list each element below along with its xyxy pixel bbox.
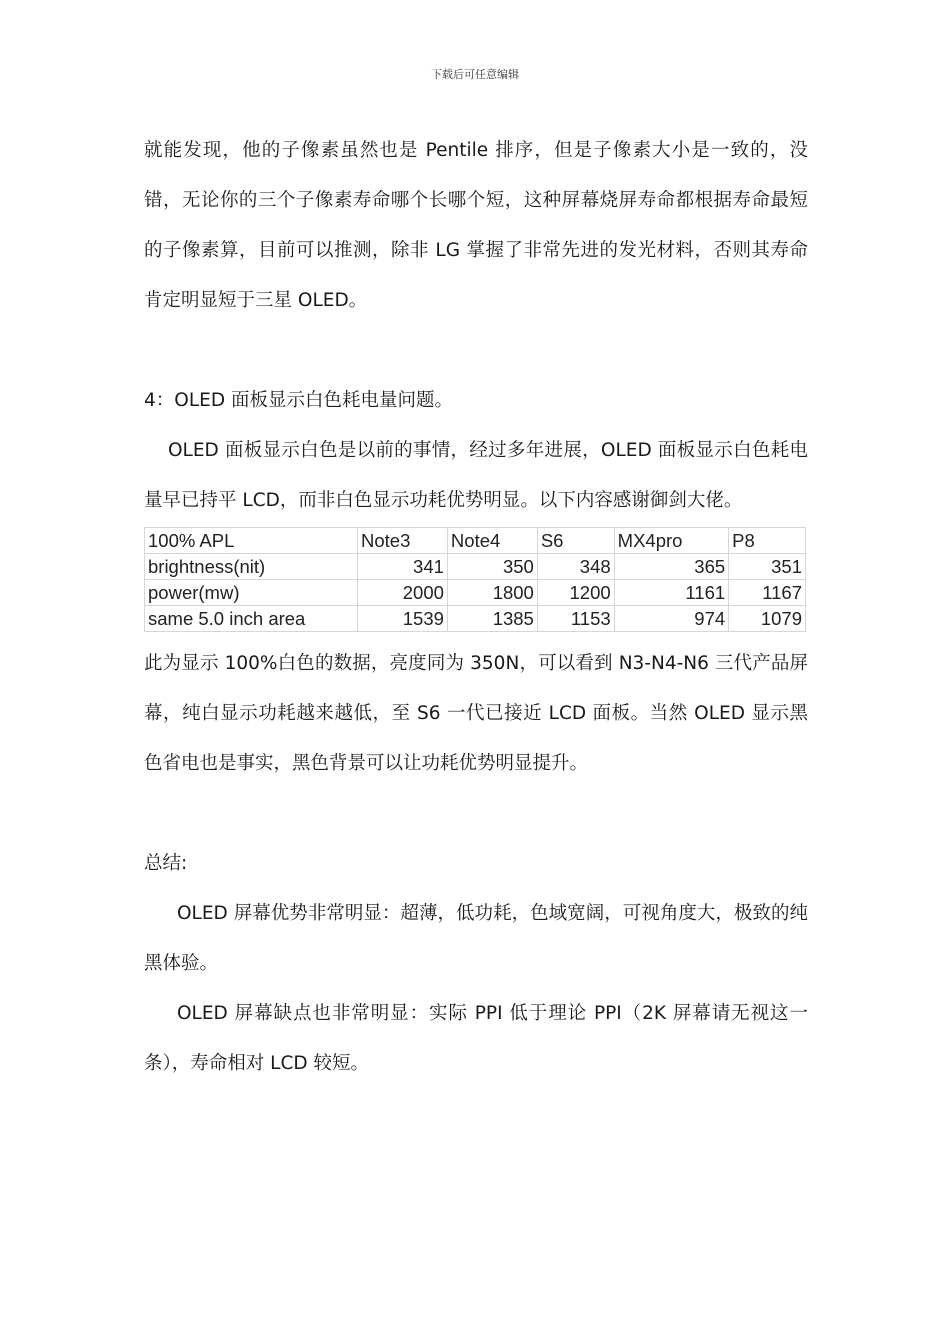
- paragraph-oled-white: OLED 面板显示白色是以前的事情，经过多年进展，OLED 面板显示白色耗电量早已持平 LCD，而非白色显示功耗优势明显。以下内容感谢御剑大佬。: [144, 440, 808, 511]
- spacer: [144, 326, 808, 376]
- table-cell: 1385: [447, 606, 537, 632]
- table-cell: 350: [447, 554, 537, 580]
- table-header-cell: Note4: [447, 528, 537, 554]
- table-cell: 1200: [537, 580, 614, 606]
- table-row: [145, 554, 806, 580]
- table-header-cell: P8: [729, 528, 806, 554]
- table-cell: 1539: [358, 606, 448, 632]
- table-header-row: [145, 528, 806, 554]
- paragraph-cons: OLED 屏幕缺点也非常明显：实际 PPI 低于理论 PPI（2K 屏幕请无视这一条），寿命相对 LCD 较短。: [144, 1003, 808, 1074]
- table-header-cell: Note3: [358, 528, 448, 554]
- table-header-cell: S6: [537, 528, 614, 554]
- table-cell: 1800: [447, 580, 537, 606]
- paragraph-pentile: 就能发现，他的子像素虽然也是 Pentile 排序，但是子像素大小是一致的，没错，无论你的三个子像素寿命哪个长哪个短，这种屏幕烧屏寿命都根据寿命最短的子像素算，目前可以推测，除非 LG 掌握了非常先进的发光材料，否则其寿命肯定明显短于三星 OLED。: [144, 140, 808, 311]
- power-comparison-table: [144, 527, 806, 632]
- page-header: 下载后可任意编辑: [431, 68, 519, 81]
- row-label: power(mw): [145, 580, 358, 606]
- paragraph-pros: OLED 屏幕优势非常明显：超薄，低功耗，色域宽阔，可视角度大，极致的纯黑体验。: [144, 903, 808, 974]
- summary-heading: 总结:: [144, 853, 188, 874]
- spacer: [144, 789, 808, 839]
- table-cell: 1153: [537, 606, 614, 632]
- table-header-cell: 100% APL: [145, 528, 358, 554]
- table-row: [145, 606, 806, 632]
- section-heading-4: 4：OLED 面板显示白色耗电量问题。: [144, 390, 453, 411]
- table-cell: 1167: [729, 580, 806, 606]
- table-cell: 351: [729, 554, 806, 580]
- table-cell: 974: [614, 606, 729, 632]
- table-cell: 1079: [729, 606, 806, 632]
- table-cell: 348: [537, 554, 614, 580]
- table-cell: 1161: [614, 580, 729, 606]
- table-header-cell: MX4pro: [614, 528, 729, 554]
- row-label: same 5.0 inch area: [145, 606, 358, 632]
- row-label: brightness(nit): [145, 554, 358, 580]
- table-cell: 2000: [358, 580, 448, 606]
- document-body: [144, 126, 808, 1089]
- table-cell: 341: [358, 554, 448, 580]
- table-cell: 365: [614, 554, 729, 580]
- table-row: [145, 580, 806, 606]
- paragraph-table-analysis: 此为显示 100%白色的数据，亮度同为 350N，可以看到 N3-N4-N6 三代产品屏幕，纯白显示功耗越来越低，至 S6 一代已接近 LCD 面板。当然 OLED 显示黑色省电也是事实，黑色背景可以让功耗优势明显提升。: [144, 653, 808, 774]
